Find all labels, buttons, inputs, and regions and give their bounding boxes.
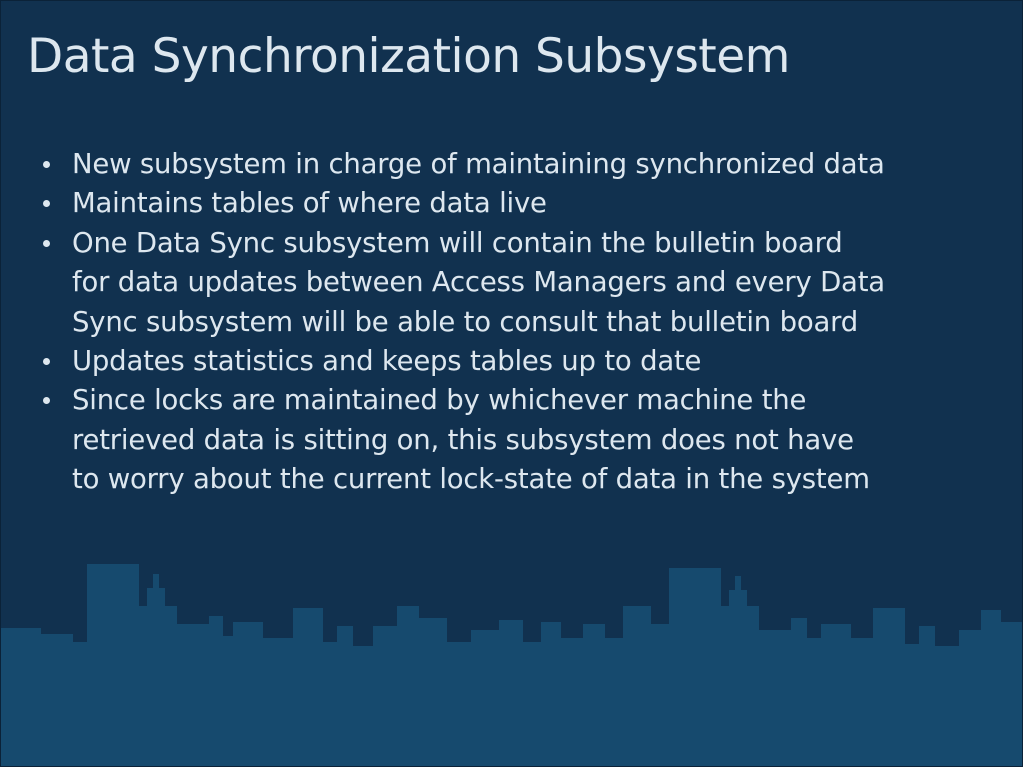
bullet-item	[41, 184, 1001, 223]
bullet-text-line: retrieved data is sitting on, this subsystem does not have	[72, 423, 854, 456]
bullet-text-line: One Data Sync subsystem will contain the bulletin board	[72, 226, 843, 259]
bullet-text-line: Updates statistics and keeps tables up to date	[72, 345, 702, 378]
bullet-item	[41, 381, 1001, 499]
bullet-text-line: for data updates between Access Managers and every Data	[72, 266, 885, 299]
bullet-dot-icon	[43, 200, 50, 207]
bullet-text-line: New subsystem in charge of maintaining synchronized data	[72, 148, 885, 180]
bullet-list	[41, 145, 1001, 500]
bullet-item	[41, 145, 1001, 184]
bullet-item	[41, 224, 1001, 342]
bullet-text-line: Maintains tables of where data live	[72, 187, 547, 220]
slide-title: Data Synchronization Subsystem	[27, 29, 790, 84]
bullet-dot-icon	[43, 161, 50, 168]
bullet-dot-icon	[43, 397, 50, 404]
bullet-item	[41, 342, 1001, 381]
bullet-text-line: Sync subsystem will be able to consult that bulletin board	[72, 305, 858, 338]
city-skyline-illustration	[1, 546, 1023, 766]
bullet-text-line: Since locks are maintained by whichever machine the	[72, 384, 807, 417]
bullet-text-line: to worry about the current lock-state of data in the system	[72, 463, 870, 496]
bullet-dot-icon	[43, 358, 50, 365]
bullet-dot-icon	[43, 240, 50, 247]
